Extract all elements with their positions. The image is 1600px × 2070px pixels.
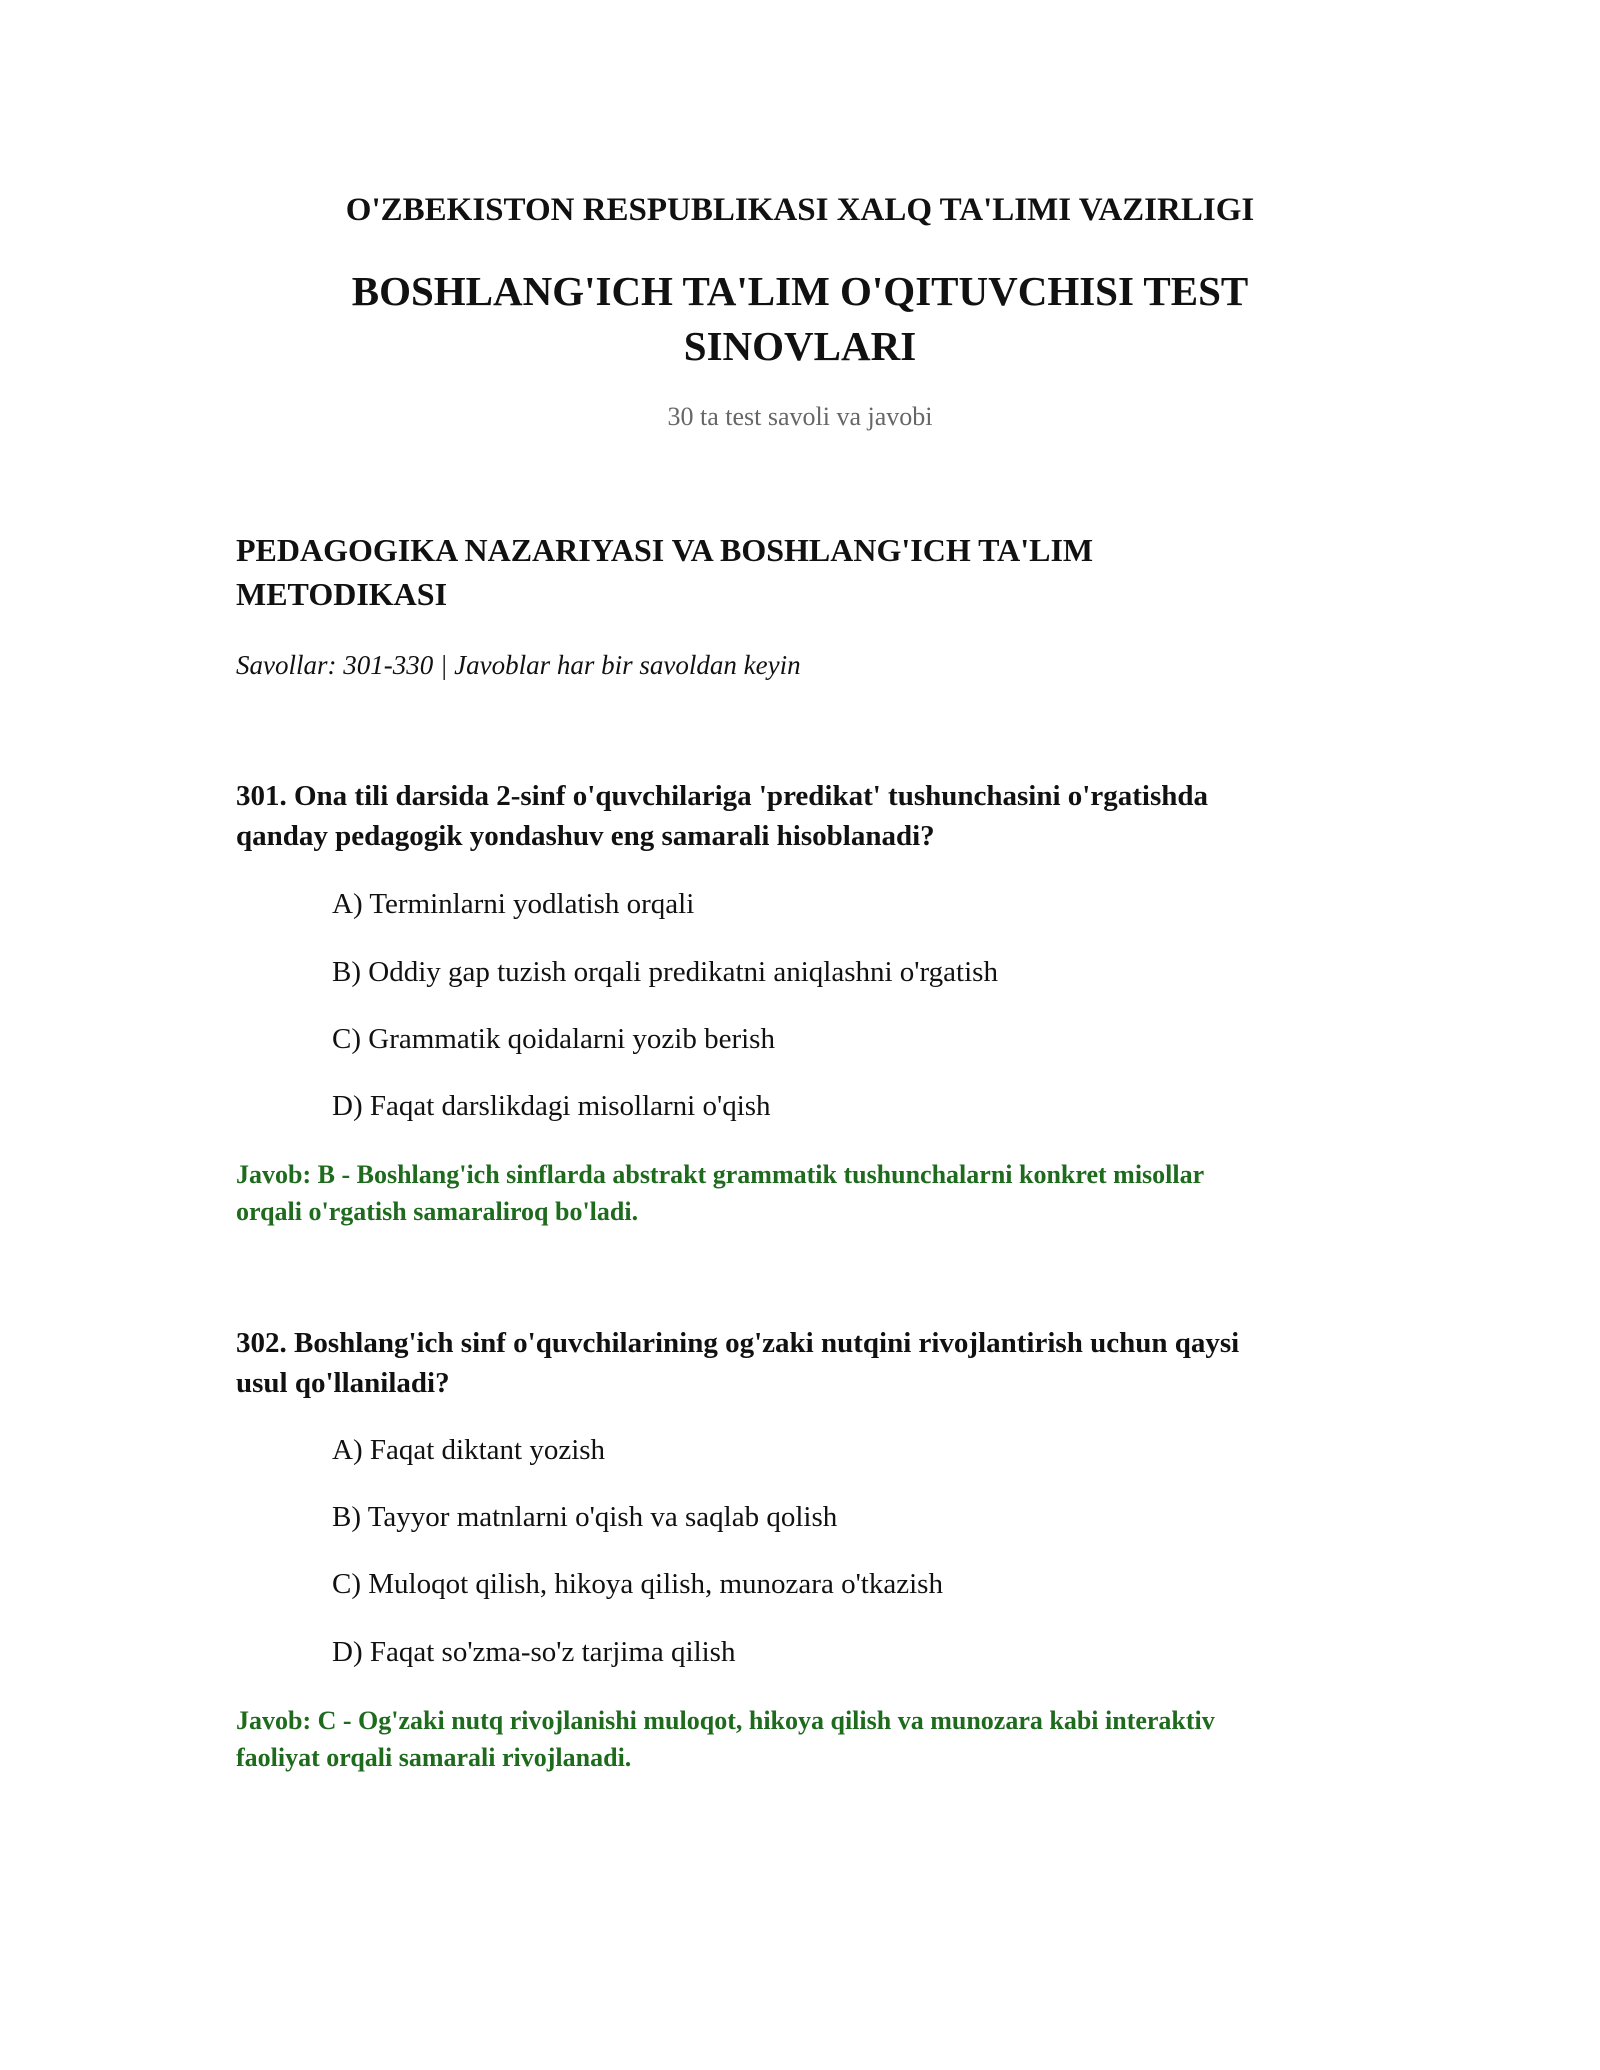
answer-text-line-1: Javob: C - Og'zaki nutq rivojlanishi muloqot, hikoya qilish va munozara kabi interaktiv — [236, 1706, 1215, 1735]
document-subtitle: 30 ta test savoli va javobi — [667, 402, 933, 431]
question-text-line-1: 301. Ona tili darsida 2-sinf o'quvchilariga 'predikat' tushunchasini o'rgatishda — [236, 780, 1208, 812]
option-c: C) Grammatik qoidalarni yozib berish — [332, 1023, 775, 1055]
section-title-line-2: METODIKASI — [236, 576, 448, 612]
option-d: D) Faqat so'zma-so'z tarjima qilish — [332, 1636, 736, 1668]
question-302 — [236, 1323, 1366, 1403]
question-text-line-2: qanday pedagogik yondashuv eng samarali hisoblanadi? — [236, 820, 935, 852]
question-301 — [236, 776, 1366, 856]
answer-301 — [236, 1156, 1366, 1230]
answer-text-line-1: Javob: B - Boshlang'ich sinflarda abstrakt grammatik tushunchalarni konkret misollar — [236, 1160, 1205, 1189]
section-title-line-1: PEDAGOGIKA NAZARIYASI VA BOSHLANG'ICH TA'LIM — [236, 532, 1094, 568]
question-text-line-1: 302. Boshlang'ich sinf o'quvchilarining og'zaki nutqini rivojlantirish uchun qaysi — [236, 1327, 1240, 1359]
section-note: Savollar: 301-330 | Javoblar har bir savoldan keyin — [236, 650, 801, 680]
section-title — [236, 528, 1336, 616]
ministry-heading: O'ZBEKISTON RESPUBLIKASI XALQ TA'LIMI VAZIRLIGI — [345, 192, 1255, 228]
option-b: B) Tayyor matnlarni o'qish va saqlab qolish — [332, 1501, 838, 1533]
document-title-line-2: SINOVLARI — [683, 323, 917, 369]
option-a: A) Terminlarni yodlatish orqali — [332, 888, 695, 920]
answer-text-line-2: faoliyat orqali samarali rivojlanadi. — [236, 1743, 632, 1772]
answer-text-line-2: orqali o'rgatish samaraliroq bo'ladi. — [236, 1197, 639, 1226]
option-a: A) Faqat diktant yozish — [332, 1434, 606, 1466]
question-text-line-2: usul qo'llaniladi? — [236, 1367, 450, 1399]
answer-302 — [236, 1702, 1366, 1776]
option-c: C) Muloqot qilish, hikoya qilish, munozara o'tkazish — [332, 1568, 943, 1600]
document-title-line-1: BOSHLANG'ICH TA'LIM O'QITUVCHISI TEST — [351, 268, 1249, 314]
document-title — [0, 264, 1600, 374]
option-d: D) Faqat darslikdagi misollarni o'qish — [332, 1090, 771, 1122]
option-b: B) Oddiy gap tuzish orqali predikatni aniqlashni o'rgatish — [332, 956, 998, 988]
